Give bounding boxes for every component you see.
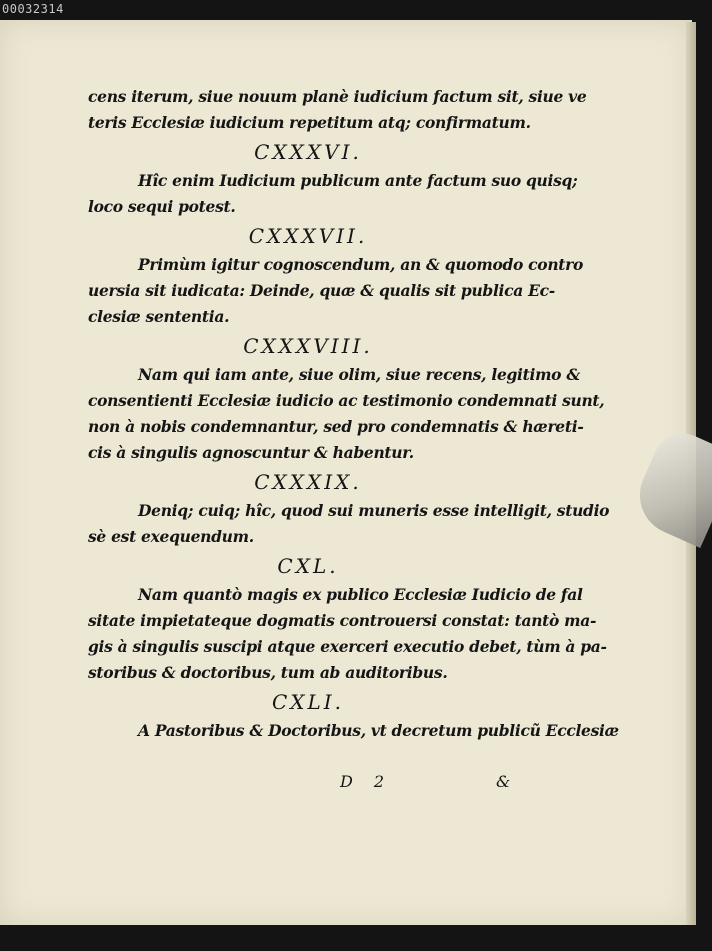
text-line: sè est exequendum. <box>88 527 254 546</box>
text-line: storibus & doctoribus, tum ab auditoribus. <box>88 663 448 682</box>
text-line: Hîc enim Iudicium publicum ante factum suo quisq; <box>138 171 578 190</box>
text-line: cis à singulis agnoscuntur & habentur. <box>88 443 414 462</box>
text-line: non à nobis condemnantur, sed pro condemnatis & hæreti- <box>88 417 584 436</box>
text-line: gis à singulis suscipi atque exerceri executio debet, tùm à pa- <box>88 637 607 656</box>
text-line: sitate impietateque dogmatis controuersi constat: tantò ma- <box>88 611 597 630</box>
catchword: & <box>496 772 511 791</box>
text-line: consentienti Ecclesiæ iudicio ac testimonio condemnati sunt, <box>88 391 605 410</box>
text-line: Primùm igitur cognoscendum, an & quomodo contro <box>138 255 584 274</box>
section-heading: CXXXVI. <box>254 140 362 164</box>
scan-id-label: 00032314 <box>2 2 64 16</box>
text-line: clesiæ sententia. <box>88 307 230 326</box>
text-line: A Pastoribus & Doctoribus, vt decretum publicũ Ecclesiæ <box>138 721 619 740</box>
section-heading: CXXXIX. <box>254 470 362 494</box>
text-line: Nam qui iam ante, siue olim, siue recens, legitimo & <box>138 365 581 384</box>
section-heading: CXL. <box>277 554 339 578</box>
page-text-body <box>88 84 619 744</box>
text-line: uersia sit iudicata: Deinde, quæ & qualis sit publica Ec- <box>88 281 555 300</box>
text-line: cens iterum, siue nouum planè iudicium factum sit, siue ve <box>88 87 587 106</box>
text-line: Deniq; cuiq; hîc, quod sui muneris esse intelligit, studio <box>138 501 610 520</box>
signature-mark: D 2 <box>340 772 393 791</box>
section-heading: CXLI. <box>271 690 345 714</box>
section-heading: CXXXVII. <box>248 224 368 248</box>
text-line: loco sequi potest. <box>88 197 236 216</box>
text-line: teris Ecclesiæ iudicium repetitum atq; confirmatum. <box>88 113 531 132</box>
text-line: Nam quantò magis ex publico Ecclesiæ Iudicio de fal <box>138 585 583 604</box>
section-heading: CXXXVIII. <box>243 334 373 358</box>
